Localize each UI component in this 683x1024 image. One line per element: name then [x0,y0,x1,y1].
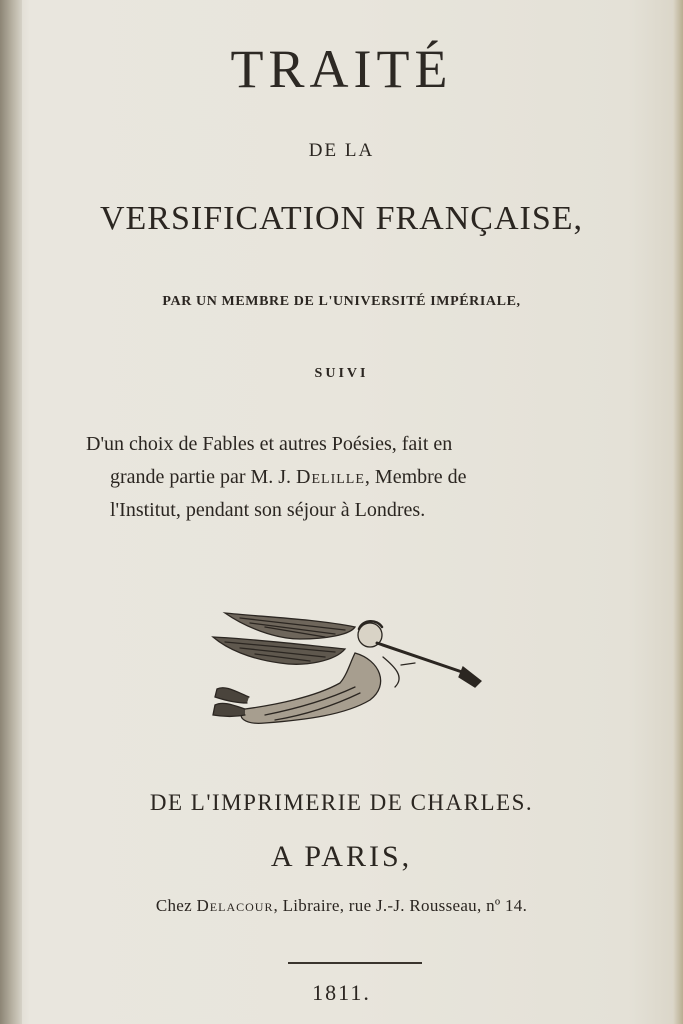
description-line-2: grande partie par M. J. Delille, Membre de [110,466,467,488]
description-paragraph [86,428,626,527]
bookseller-line: Chez Delacour, Libraire, rue J.-J. Rousseau, nº 14. [155,896,528,915]
divider-rule [288,962,422,964]
angel-trumpet-vignette [205,605,490,745]
title-connector: DE LA [308,140,375,161]
city-line: A PARIS, [270,840,413,873]
suivi-label: SUIVI [314,366,369,381]
description-line-1: D'un choix de Fables et autres Poésies, fait en [86,433,453,455]
printer-line: DE L'IMPRIMERIE DE CHARLES. [149,790,534,815]
book-subject: VERSIFICATION FRANÇAISE, [99,200,584,237]
author-name: Delille [296,466,365,488]
publication-year: 1811. [312,980,371,1005]
book-title: TRAITÉ [230,39,453,99]
author-line: PAR UN MEMBRE DE L'UNIVERSITÉ IMPÉRIALE, [162,294,521,309]
description-line-3: l'Institut, pendant son séjour à Londres. [110,499,426,521]
bookseller-name: Delacour [196,896,274,915]
